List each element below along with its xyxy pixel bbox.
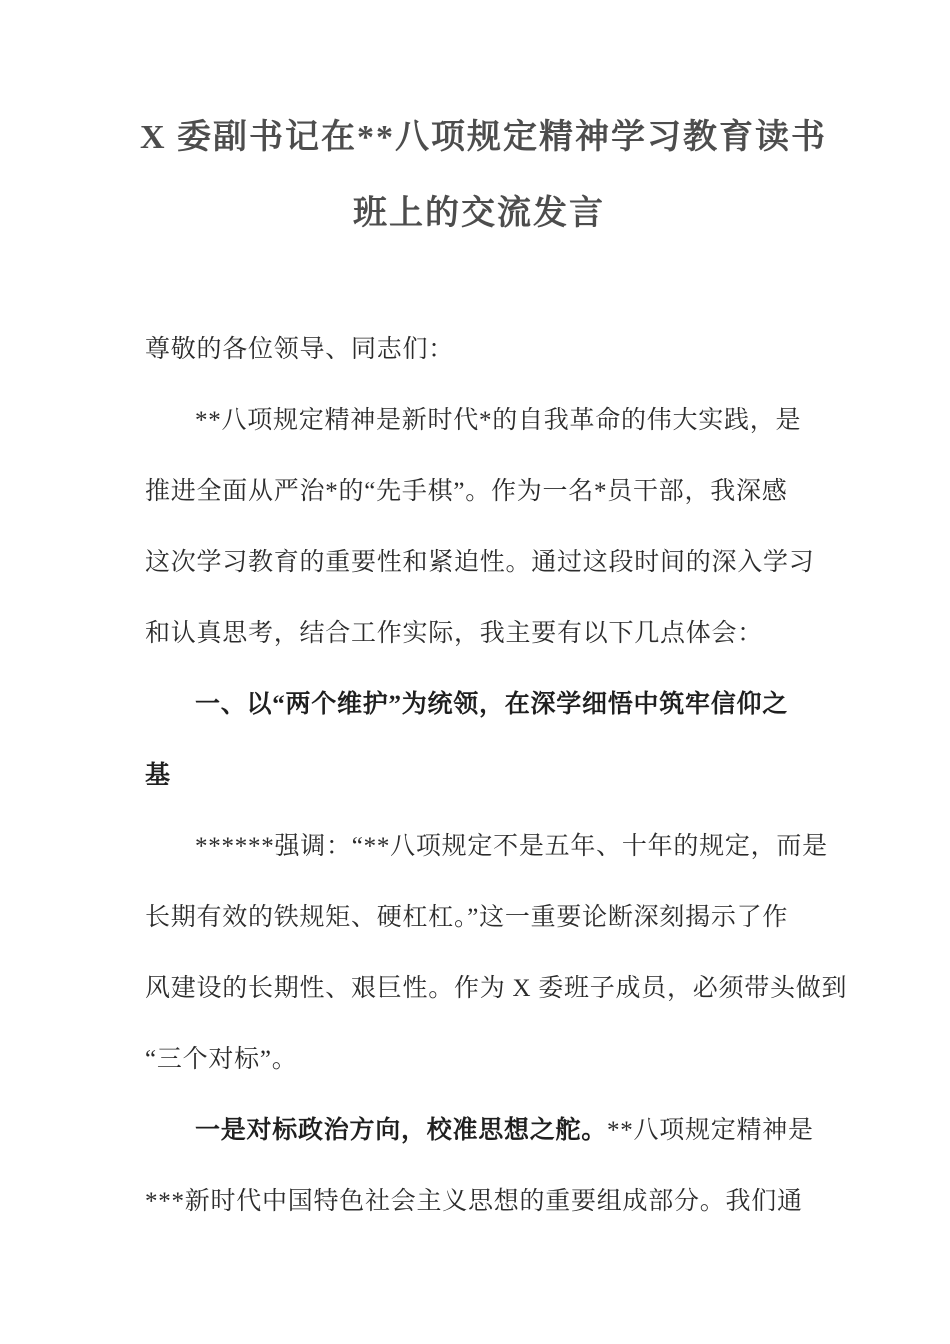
text-line — [145, 1024, 835, 1095]
document-title — [140, 100, 828, 252]
text-line — [145, 669, 835, 740]
document-title-line-1: X 委副书记在**八项规定精神学习教育读书 — [140, 119, 828, 156]
text-line — [145, 385, 835, 456]
text-segment: **八项规定精神是新时代*的自我革命的伟大实践，是 — [195, 407, 802, 434]
bold-text-segment: 一是对标政治方向，校准思想之舵。 — [195, 1117, 608, 1144]
text-line — [145, 456, 835, 527]
text-line — [145, 811, 835, 882]
text-segment: ******强调：“**八项规定不是五年、十年的规定，而是 — [195, 833, 828, 860]
document-body — [145, 314, 848, 1237]
text-line — [145, 1166, 835, 1237]
text-line — [145, 882, 835, 953]
bold-text-segment: 基 — [145, 762, 171, 789]
text-line — [145, 598, 835, 669]
text-segment: 风建设的长期性、艰巨性。作为 X 委班子成员，必须带头做到 — [145, 975, 848, 1002]
text-line — [145, 1095, 835, 1166]
document-title-line-2: 班上的交流发言 — [353, 195, 605, 232]
text-segment: **八项规定精神是 — [607, 1117, 814, 1144]
text-segment: ***新时代中国特色社会主义思想的重要组成部分。我们通 — [145, 1188, 803, 1215]
text-segment: 这次学习教育的重要性和紧迫性。通过这段时间的深入学习 — [145, 549, 815, 576]
text-segment: 推进全面从严治*的“先手棋”。作为一名*员干部，我深感 — [145, 478, 788, 505]
text-segment: 尊敬的各位领导、同志们： — [145, 336, 455, 363]
text-line — [145, 314, 835, 385]
text-segment: 长期有效的铁规矩、硬杠杠。”这一重要论断深刻揭示了作 — [145, 904, 789, 931]
text-line — [145, 527, 835, 598]
bold-text-segment: 一、以“两个维护”为统领，在深学细悟中筑牢信仰之 — [195, 691, 789, 718]
text-line — [145, 740, 835, 811]
text-segment: “三个对标”。 — [145, 1046, 298, 1073]
text-line — [145, 953, 848, 1024]
text-segment: 和认真思考，结合工作实际，我主要有以下几点体会： — [145, 620, 764, 647]
